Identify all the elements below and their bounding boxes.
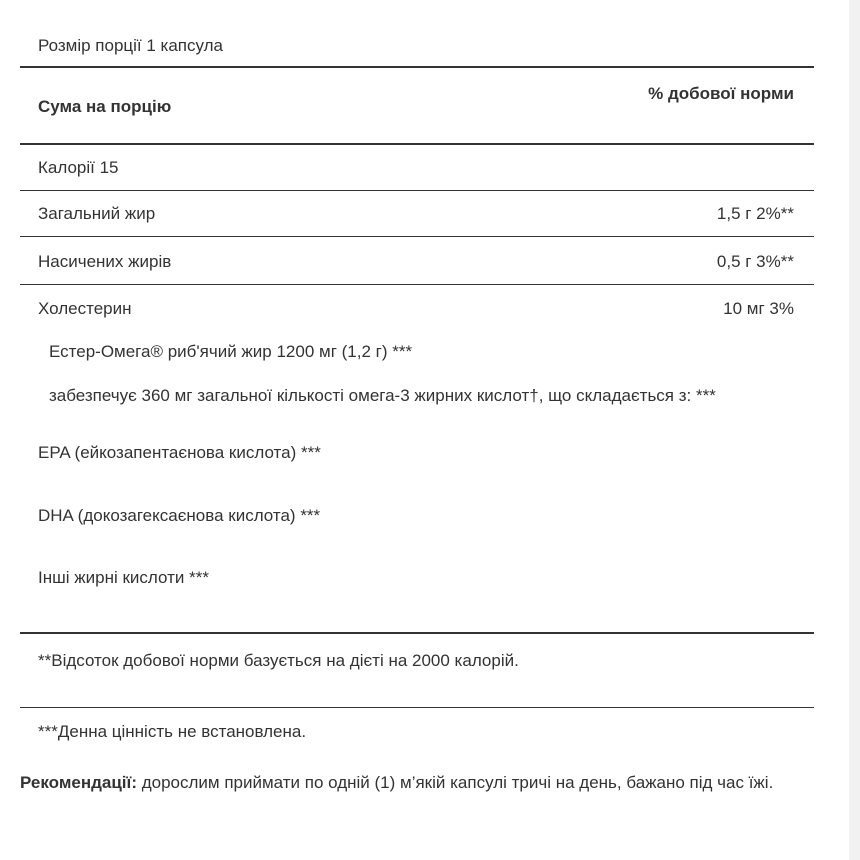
row-calories-label: Калорії 15: [38, 158, 119, 177]
divider: [20, 632, 814, 634]
daily-value-header: % добової норми: [648, 84, 794, 103]
serving-size: Розмір порції 1 капсула: [38, 36, 224, 55]
divider: [20, 707, 814, 708]
omega-ester-row: Естер-Омега® риб'ячий жир 1200 мг (1,2 г) ***: [49, 342, 413, 361]
row-saturated-fat-value: 0,5 г 3%**: [716, 252, 794, 271]
divider: [20, 236, 814, 237]
omega-3-provides-row: забезпечує 360 мг загальної кількості омега-3 жирних кислот†, що складається з: ***: [49, 386, 716, 405]
epa-row: EPA (ейкозапентаєнова кислота) ***: [38, 443, 321, 462]
divider: [20, 190, 814, 191]
divider: [20, 143, 814, 145]
footnote-daily-value-basis: **Відсоток добової норми базується на дієті на 2000 калорій.: [38, 651, 519, 670]
row-saturated-fat-label: Насичених жирів: [38, 252, 172, 271]
amount-per-serving-header: Сума на порцію: [38, 97, 172, 116]
divider: [20, 66, 814, 68]
row-cholesterol-value: 10 мг 3%: [723, 299, 794, 318]
row-total-fat-value: 1,5 г 2%**: [716, 204, 794, 223]
row-cholesterol-label: Холестерин: [38, 299, 132, 318]
footnote-not-established: ***Денна цінність не встановлена.: [38, 722, 307, 741]
divider: [20, 284, 814, 285]
recommendation-text: дорослим приймати по одній (1) м’якій капсулі тричі на день, бажано під час їжі.: [136, 773, 774, 792]
row-total-fat-label: Загальний жир: [38, 204, 156, 223]
scrollbar-track[interactable]: [849, 0, 860, 860]
recommendation: [20, 771, 800, 795]
dha-row: DHA (докозагексаєнова кислота) ***: [38, 506, 321, 525]
other-fatty-acids-row: Інші жирні кислоти ***: [38, 568, 209, 587]
recommendation-label: Рекомендації:: [20, 773, 137, 792]
